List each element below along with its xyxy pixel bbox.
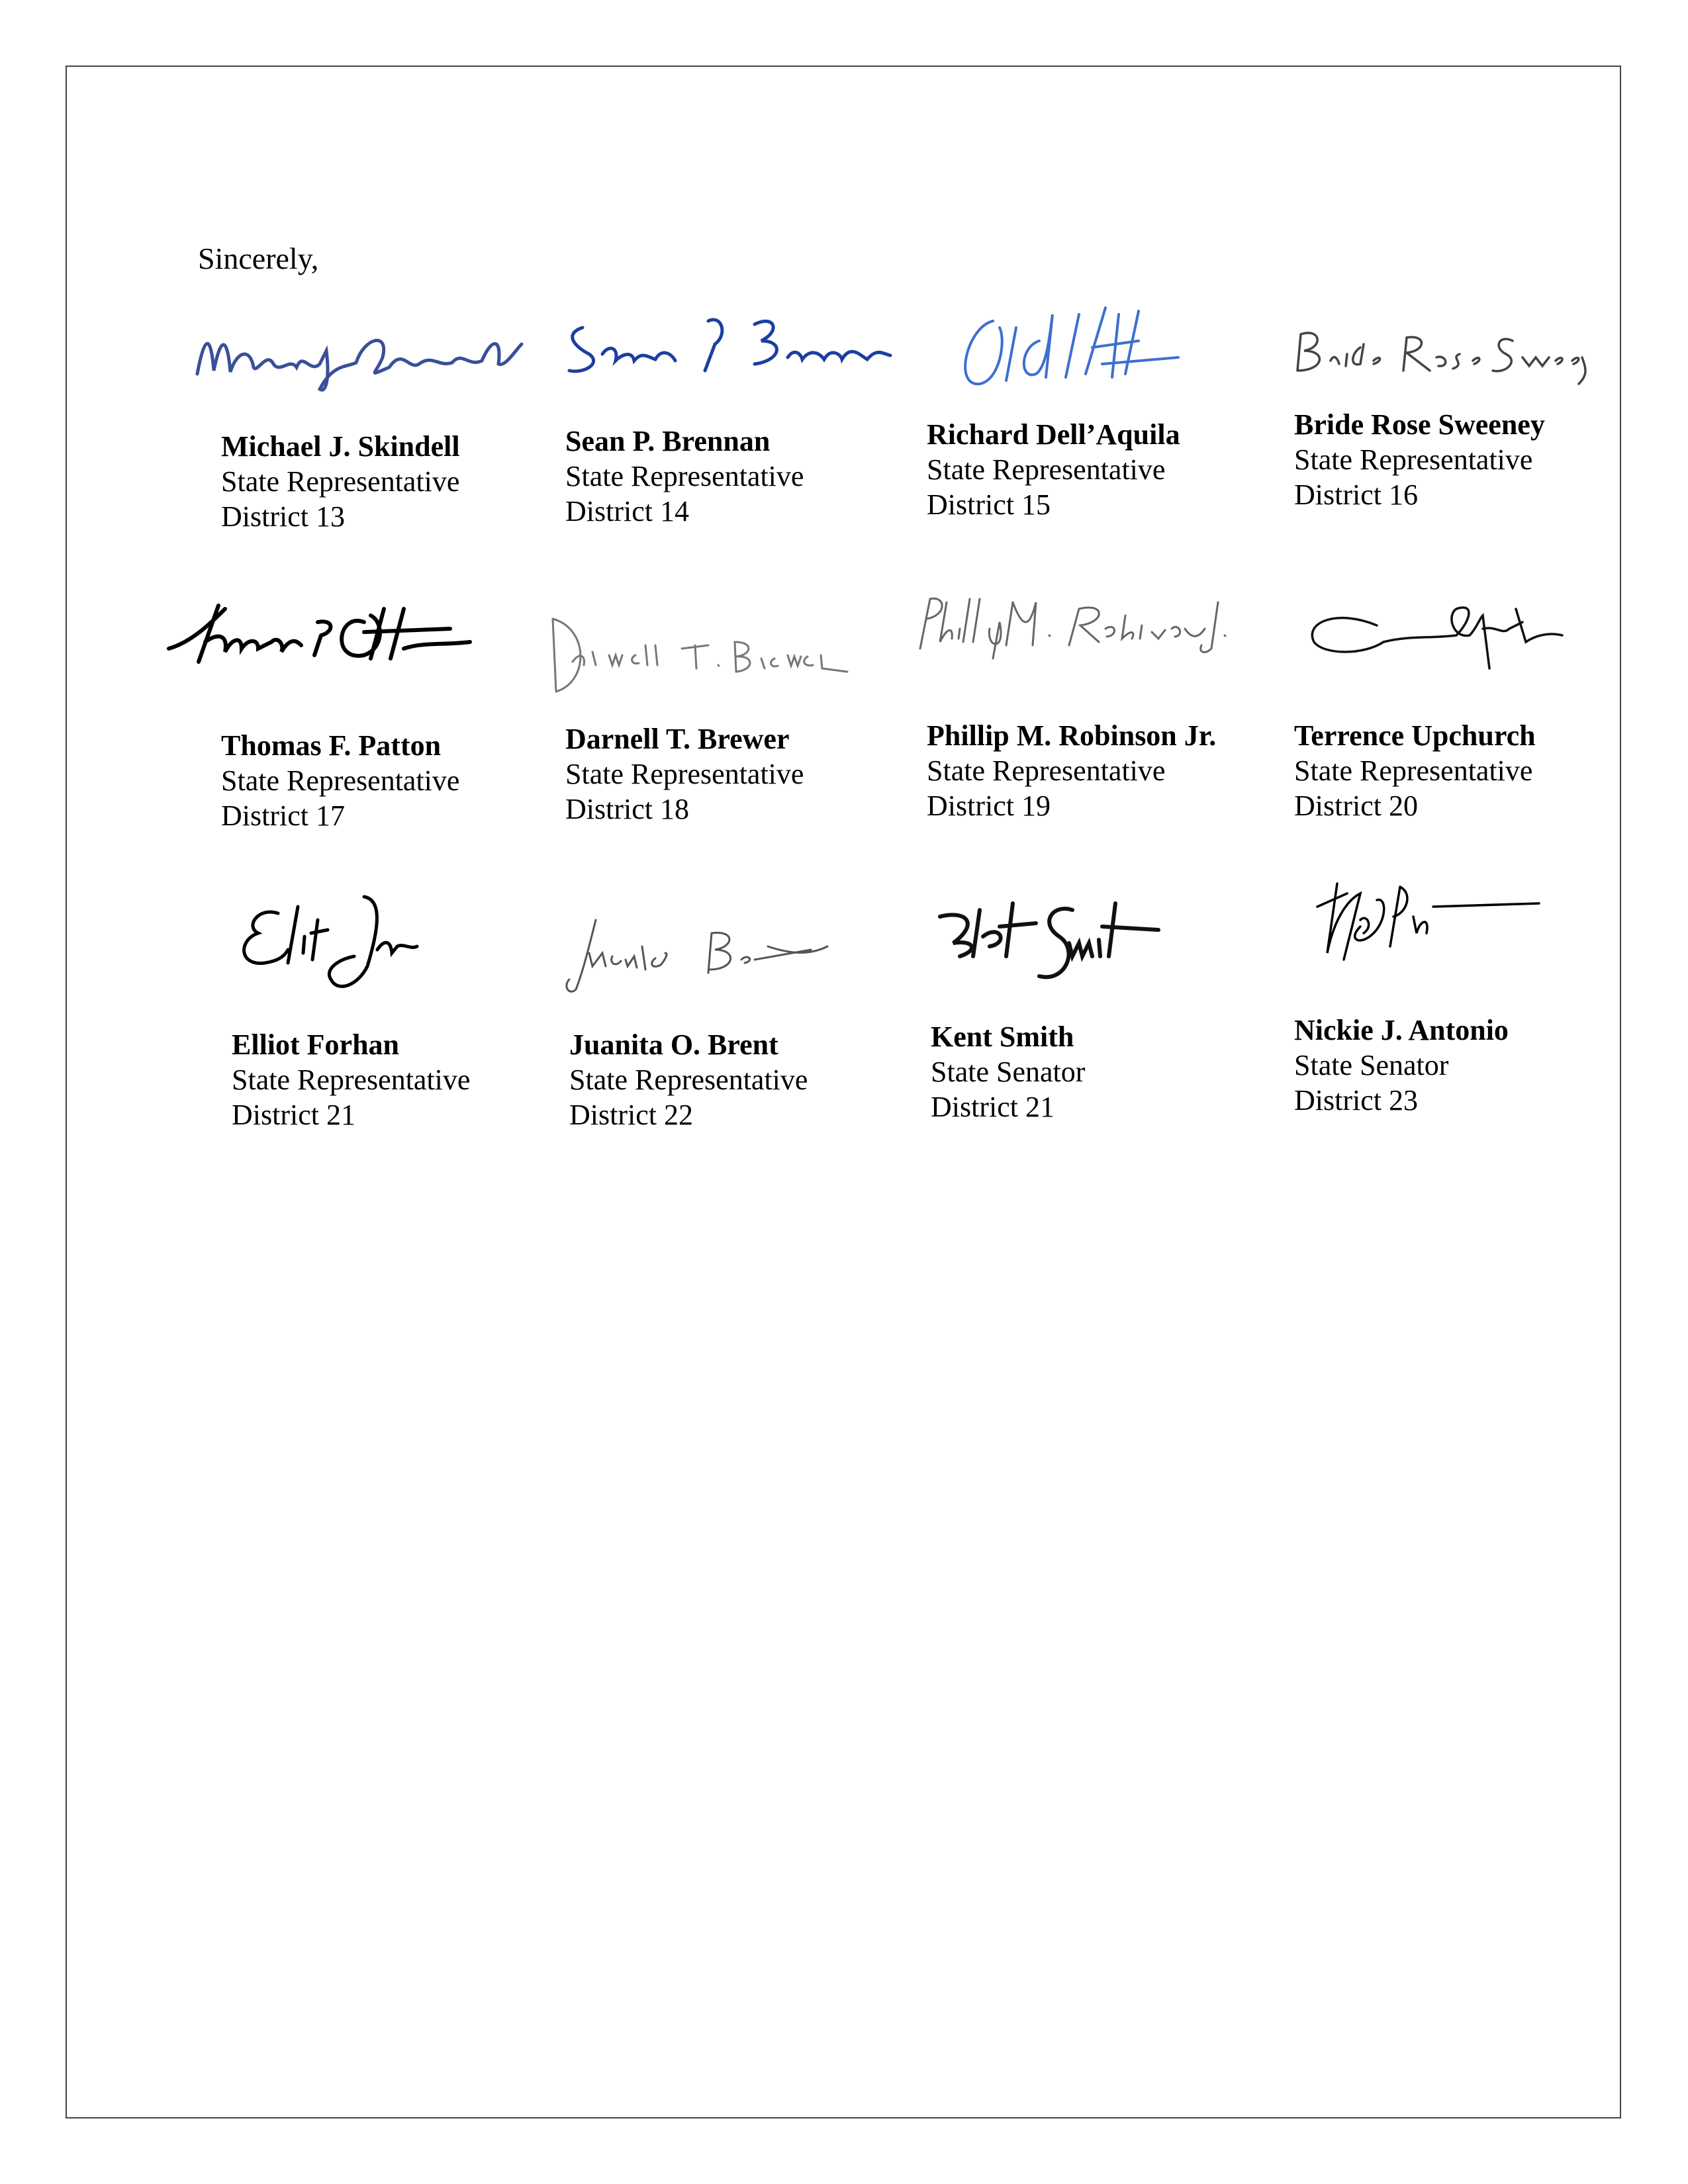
signer-michael-skindell <box>185 301 530 553</box>
signer-name: Bride Rose Sweeney <box>1294 408 1545 441</box>
signer-bride-sweeney <box>1288 301 1632 553</box>
signature-michael-skindell <box>191 311 528 397</box>
signer-name: Kent Smith <box>931 1021 1074 1053</box>
signer-name: Elliot Forhan <box>232 1028 400 1061</box>
signer-title: State Representative <box>232 1064 471 1096</box>
signer-phillip-robinson <box>907 589 1251 841</box>
signature-juanita-brent <box>549 907 854 999</box>
signature-darnell-brewer <box>536 609 861 695</box>
signature-kent-smith <box>933 890 1211 996</box>
signer-name: Darnell T. Brewer <box>565 723 790 755</box>
signer-name: Sean P. Brennan <box>565 425 771 457</box>
signer-terrence-upchurch <box>1284 589 1628 841</box>
signer-district: District 15 <box>927 488 1051 521</box>
signer-district: District 14 <box>565 495 689 527</box>
signer-title: State Representative <box>927 453 1166 486</box>
signer-title: State Representative <box>221 465 460 498</box>
signer-name: Juanita O. Brent <box>569 1028 778 1061</box>
signer-district: District 13 <box>221 500 345 533</box>
signer-sean-brennan <box>556 301 900 553</box>
signer-title: State Representative <box>221 764 460 797</box>
signer-district: District 21 <box>931 1091 1055 1123</box>
signer-district: District 21 <box>232 1099 355 1131</box>
signature-phillip-robinson <box>907 589 1238 662</box>
signature-thomas-patton <box>165 596 477 675</box>
signature-sean-brennan <box>556 308 894 381</box>
signature-bride-sweeney <box>1288 321 1592 387</box>
signer-district: District 17 <box>221 799 345 832</box>
signature-terrence-upchurch <box>1297 589 1602 675</box>
signer-richard-dellaquila <box>920 301 1264 553</box>
closing-salutation: Sincerely, <box>198 242 319 275</box>
signer-darnell-brewer <box>536 609 880 860</box>
signer-nickie-antonio <box>1288 867 1632 1118</box>
signer-name: Richard Dell’Aquila <box>927 418 1180 451</box>
signer-district: District 22 <box>569 1099 693 1131</box>
signer-title: State Representative <box>569 1064 808 1096</box>
signer-juanita-brent <box>543 907 887 1158</box>
signer-elliot-forhan <box>225 887 569 1138</box>
signer-title: State Representative <box>565 758 804 790</box>
signature-nickie-antonio <box>1307 867 1546 986</box>
signer-title: State Representative <box>1294 754 1533 787</box>
signer-name: Terrence Upchurch <box>1294 719 1536 752</box>
signer-district: District 19 <box>927 790 1051 822</box>
signature-richard-dellaquila <box>953 301 1205 394</box>
signer-title: State Representative <box>927 754 1166 787</box>
signer-title: State Representative <box>1294 443 1533 476</box>
signer-name: Michael J. Skindell <box>221 430 460 463</box>
signer-name: Nickie J. Antonio <box>1294 1014 1509 1046</box>
signer-name: Phillip M. Robinson Jr. <box>927 719 1217 752</box>
signer-title: State Senator <box>1294 1049 1449 1081</box>
signer-name: Thomas F. Patton <box>221 729 442 762</box>
signature-elliot-forhan <box>238 887 437 1006</box>
signer-district: District 16 <box>1294 478 1418 511</box>
signer-thomas-patton <box>165 596 510 847</box>
signer-title: State Representative <box>565 460 804 492</box>
signer-kent-smith <box>920 890 1264 1142</box>
signer-district: District 18 <box>565 793 689 825</box>
signer-district: District 23 <box>1294 1084 1418 1116</box>
signer-district: District 20 <box>1294 790 1418 822</box>
signer-title: State Senator <box>931 1056 1086 1088</box>
